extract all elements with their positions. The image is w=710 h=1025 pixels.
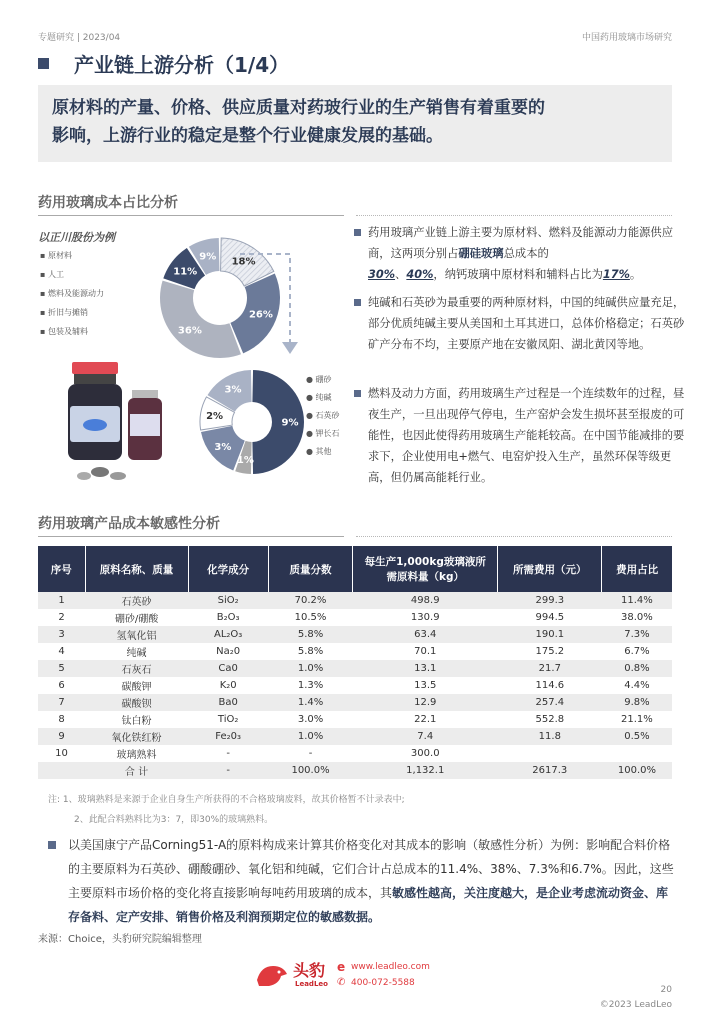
bottom-paragraph	[68, 833, 680, 929]
table-cell: 碳酸钾	[85, 677, 188, 694]
table-cell: 4.4%	[602, 677, 672, 694]
table-row	[38, 762, 672, 779]
table-cell: 1	[38, 592, 85, 609]
section-sensitivity-title: 药用玻璃产品成本敏感性分析	[38, 516, 220, 532]
legend-label: 硼砂	[315, 375, 332, 384]
brand-name-cn: 头豹	[293, 961, 326, 980]
table-cell: 1.0%	[268, 660, 352, 677]
sub-slice-label: 3%	[224, 384, 242, 396]
bullet-2	[368, 292, 688, 355]
table-cell: Ba0	[188, 694, 268, 711]
bullet-1-end: 。	[629, 268, 642, 281]
sub-donut-legend	[306, 374, 340, 464]
section-sensitivity-underline	[38, 536, 344, 537]
legend-label: 其他	[315, 447, 332, 456]
bullet-1-pct2: 40%	[406, 268, 434, 281]
sub-slice-label: 3%	[214, 441, 232, 453]
table-cell: 玻璃熟料	[85, 745, 188, 762]
header-left: 专题研究 | 2023/04	[38, 33, 121, 43]
table-cell: 1.3%	[268, 677, 352, 694]
legend-item: ▪ 原材料	[40, 251, 72, 260]
legend-label: 人工	[47, 270, 64, 279]
sub-slice-label: 2%	[206, 410, 224, 422]
table-cell: 498.9	[353, 592, 498, 609]
legend-item: ● 石英砂	[306, 411, 340, 420]
table-cell: 钛白粉	[85, 711, 188, 728]
legend-label: 钾长石	[315, 429, 340, 438]
table-cell: 300.0	[353, 745, 498, 762]
table-cell: Na₂0	[188, 643, 268, 660]
table-cell: 合 计	[85, 762, 188, 779]
legend-label: 折旧与摊销	[47, 308, 88, 317]
callout-line-2: 影响，上游行业的稳定是整个行业健康发展的基础。	[52, 126, 443, 146]
copyright: ©2023 LeadLeo	[599, 1000, 672, 1010]
bullet-1-pre: 药用玻璃产业链上游主要为原材料、燃料及能源动力能源供应商，这两项分别占	[368, 226, 674, 260]
page-number: 20	[660, 985, 672, 995]
title-marker	[38, 58, 49, 69]
bullet-2-text: 纯碱和石英砂为最重要的两种原材料，中国的纯碱供应量充足，部分优质纯碱主要从美国和土耳其进口，总体价格稳定；石英砂矿产分布不均，主要原产地在安徽凤阳、湖北黄冈等地。	[368, 296, 685, 351]
section-cost-dotted	[356, 215, 672, 216]
bullet-marker	[354, 229, 361, 236]
bottom-para-emphasis: 敏感性越高，关注度越大，是企业考虑流动资金、库存备料、定产安排、销售价格及利润预期定位的敏感数据。	[68, 886, 669, 924]
leopard-logo-icon	[255, 960, 289, 990]
footer-brand	[255, 958, 455, 994]
sub-slice-label: 1%	[236, 454, 254, 466]
main-donut-legend	[40, 250, 104, 345]
table-cell: 氢氧化铝	[85, 626, 188, 643]
source-note: 来源：Choice，头豹研究院编辑整理	[38, 934, 202, 945]
callout-line-1: 原材料的产量、价格、供应质量对药玻行业的生产销售有着重要的	[52, 98, 545, 118]
table-cell: 7.3%	[602, 626, 672, 643]
table-cell: SiO₂	[188, 592, 268, 609]
legend-item: ▪ 人工	[40, 270, 64, 279]
table-cell: 硼砂/硼酸	[85, 609, 188, 626]
table-cell: -	[188, 762, 268, 779]
header-right: 中国药用玻璃市场研究	[581, 33, 672, 43]
page-title: 产业链上游分析（1/4）	[74, 53, 290, 77]
table-cell: 994.5	[498, 609, 602, 626]
bullet-1-sep: 、	[395, 268, 407, 281]
table-cell: 21.1%	[602, 711, 672, 728]
table-cell: 2617.3	[498, 762, 602, 779]
table-row	[38, 677, 672, 694]
table-cell: B₂O₃	[188, 609, 268, 626]
sub-donut-chart	[188, 364, 318, 480]
bullet-marker	[354, 390, 361, 397]
main-slice-label: 18%	[231, 256, 256, 268]
cost-sensitivity-table	[38, 546, 672, 779]
table-cell: 3	[38, 626, 85, 643]
medicine-bottles-illustration	[60, 350, 180, 490]
table-cell: 13.1	[353, 660, 498, 677]
table-header-cell: 质量分数	[268, 546, 352, 592]
bullet-1	[368, 222, 688, 285]
table-cell: 190.1	[498, 626, 602, 643]
table-cell: 7.4	[353, 728, 498, 745]
section-sensitivity-dotted	[356, 536, 672, 537]
table-header-row	[38, 546, 672, 592]
table-cell: 21.7	[498, 660, 602, 677]
table-cell: TiO₂	[188, 711, 268, 728]
bullet-3-text: 燃料及动力方面，药用玻璃生产过程是一个连续数年的过程，昼夜生产，一旦出现停气停电，生产窑炉会发生损坏甚至报废的可能性，也因此使得药用玻璃生产能耗较高。在中国节能减排的要求下，企业使用电+燃气、电窑炉投入生产，虽然环保等级更高，但仍属高能耗行业。	[368, 387, 685, 484]
legend-label: 原材料	[47, 251, 72, 260]
phone-icon: ✆	[337, 977, 346, 988]
table-cell: 299.3	[498, 592, 602, 609]
table-note-1: 注: 1、玻璃熟料是来源于企业自身生产所获得的不合格玻璃废料，故其价格暂不计录表中;	[48, 795, 405, 805]
legend-item: ▪ 燃料及能源动力	[40, 289, 104, 298]
table-cell: 氧化铁红粉	[85, 728, 188, 745]
main-slice-label: 36%	[177, 325, 202, 337]
footer-phone: 400-072-5588	[351, 978, 415, 988]
web-icon: e	[337, 960, 346, 974]
table-cell: 12.9	[353, 694, 498, 711]
legend-label: 燃料及能源动力	[47, 289, 104, 298]
bullet-1-bold: 硼硅玻璃	[458, 247, 504, 260]
table-cell: 8	[38, 711, 85, 728]
table-cell: 6	[38, 677, 85, 694]
table-cell: 175.2	[498, 643, 602, 660]
example-label: 以正川股份为例	[38, 231, 115, 244]
table-cell: 552.8	[498, 711, 602, 728]
table-header-cell: 序号	[38, 546, 85, 592]
table-cell: 3.0%	[268, 711, 352, 728]
table-cell: 257.4	[498, 694, 602, 711]
table-cell: 石灰石	[85, 660, 188, 677]
table-header-cell: 化学成分	[188, 546, 268, 592]
main-slice-label: 11%	[173, 266, 198, 278]
legend-label: 包装及辅料	[47, 327, 88, 336]
table-row	[38, 711, 672, 728]
table-cell: 1,132.1	[353, 762, 498, 779]
legend-label: 纯碱	[315, 393, 332, 402]
table-cell: -	[188, 745, 268, 762]
bullet-1-pct3: 17%	[602, 268, 630, 281]
bottom-para-part1: 以美国康宁产品Corning51-A的原料构成来计算其价格变化对其成本的影响（敏感性分析）为例：影响配合料价格的主要原料为石英砂、硼酸硼砂、氧化铝和纯碱，它们合计占总成本的11.4%、38%、7.3%和6.7%。因此，这些主要原料市场价格的变化将直接影响每吨药用玻璃的成本，其	[68, 838, 674, 900]
table-cell: 100.0%	[602, 762, 672, 779]
table-cell: 22.1	[353, 711, 498, 728]
bottom-bullet-marker	[48, 841, 56, 849]
table-row	[38, 745, 672, 762]
table-cell: 5.8%	[268, 626, 352, 643]
table-cell	[602, 745, 672, 762]
table-cell: Ca0	[188, 660, 268, 677]
table-cell: 70.1	[353, 643, 498, 660]
table-row	[38, 626, 672, 643]
legend-item: ▪ 包装及辅料	[40, 327, 88, 336]
legend-item: ▪ 折旧与摊销	[40, 308, 88, 317]
table-cell: 70.2%	[268, 592, 352, 609]
table-row	[38, 694, 672, 711]
table-row	[38, 660, 672, 677]
table-cell: 1.4%	[268, 694, 352, 711]
bullet-marker	[354, 299, 361, 306]
bullet-1-pct1: 30%	[368, 268, 396, 281]
main-slice	[160, 281, 241, 358]
table-header-cell: 费用占比	[602, 546, 672, 592]
table-cell: 11.8	[498, 728, 602, 745]
table-cell: 130.9	[353, 609, 498, 626]
table-cell: 11.4%	[602, 592, 672, 609]
section-cost-title: 药用玻璃成本占比分析	[38, 195, 178, 211]
legend-item: ● 钾长石	[306, 429, 340, 438]
bullet-3	[368, 383, 688, 488]
bullet-1-mid: 总成本的	[503, 247, 549, 260]
drilldown-arrow	[238, 250, 308, 360]
table-cell: 1.0%	[268, 728, 352, 745]
main-slice-label: 9%	[199, 251, 217, 263]
table-cell: -	[268, 745, 352, 762]
table-header-cell: 原料名称、质量	[85, 546, 188, 592]
brand-name-en: LeadLeo	[295, 980, 328, 988]
table-cell: 9.8%	[602, 694, 672, 711]
section-cost-underline	[38, 215, 344, 216]
table-cell: K₂0	[188, 677, 268, 694]
main-slice-label: 26%	[248, 309, 273, 321]
table-cell: 0.8%	[602, 660, 672, 677]
table-row	[38, 609, 672, 626]
legend-item: ● 其他	[306, 447, 332, 456]
table-row	[38, 728, 672, 745]
table-cell: 13.5	[353, 677, 498, 694]
table-cell: 4	[38, 643, 85, 660]
table-header-cell: 每生产1,000kg玻璃液所需原料量（kg）	[353, 546, 498, 592]
table-cell: 6.7%	[602, 643, 672, 660]
table-cell: 5.8%	[268, 643, 352, 660]
footer-url[interactable]: www.leadleo.com	[351, 962, 430, 972]
table-cell: AL₂O₃	[188, 626, 268, 643]
table-cell: 5	[38, 660, 85, 677]
table-cell: Fe₂0₃	[188, 728, 268, 745]
table-cell: 9	[38, 728, 85, 745]
callout-text	[52, 94, 662, 150]
legend-item: ● 硼砂	[306, 375, 332, 384]
bullet-1-mid2: ，纳钙玻璃中原材料和辅料占比为	[433, 268, 603, 281]
table-cell: 63.4	[353, 626, 498, 643]
table-cell: 2	[38, 609, 85, 626]
sub-slice-label: 9%	[281, 417, 299, 429]
table-cell	[498, 745, 602, 762]
table-cell: 7	[38, 694, 85, 711]
legend-label: 石英砂	[315, 411, 340, 420]
table-cell: 114.6	[498, 677, 602, 694]
table-note-2: 2、此配合料熟料比为3：7，即30%的玻璃熟料。	[74, 815, 274, 825]
table-cell: 38.0%	[602, 609, 672, 626]
table-cell: 10	[38, 745, 85, 762]
table-cell: 碳酸钡	[85, 694, 188, 711]
table-cell: 10.5%	[268, 609, 352, 626]
table-cell: 石英砂	[85, 592, 188, 609]
table-header-cell: 所需费用（元）	[498, 546, 602, 592]
table-cell	[38, 762, 85, 779]
table-row	[38, 592, 672, 609]
table-cell: 纯碱	[85, 643, 188, 660]
table-cell: 100.0%	[268, 762, 352, 779]
table-cell: 0.5%	[602, 728, 672, 745]
table-row	[38, 643, 672, 660]
legend-item: ● 纯碱	[306, 393, 332, 402]
